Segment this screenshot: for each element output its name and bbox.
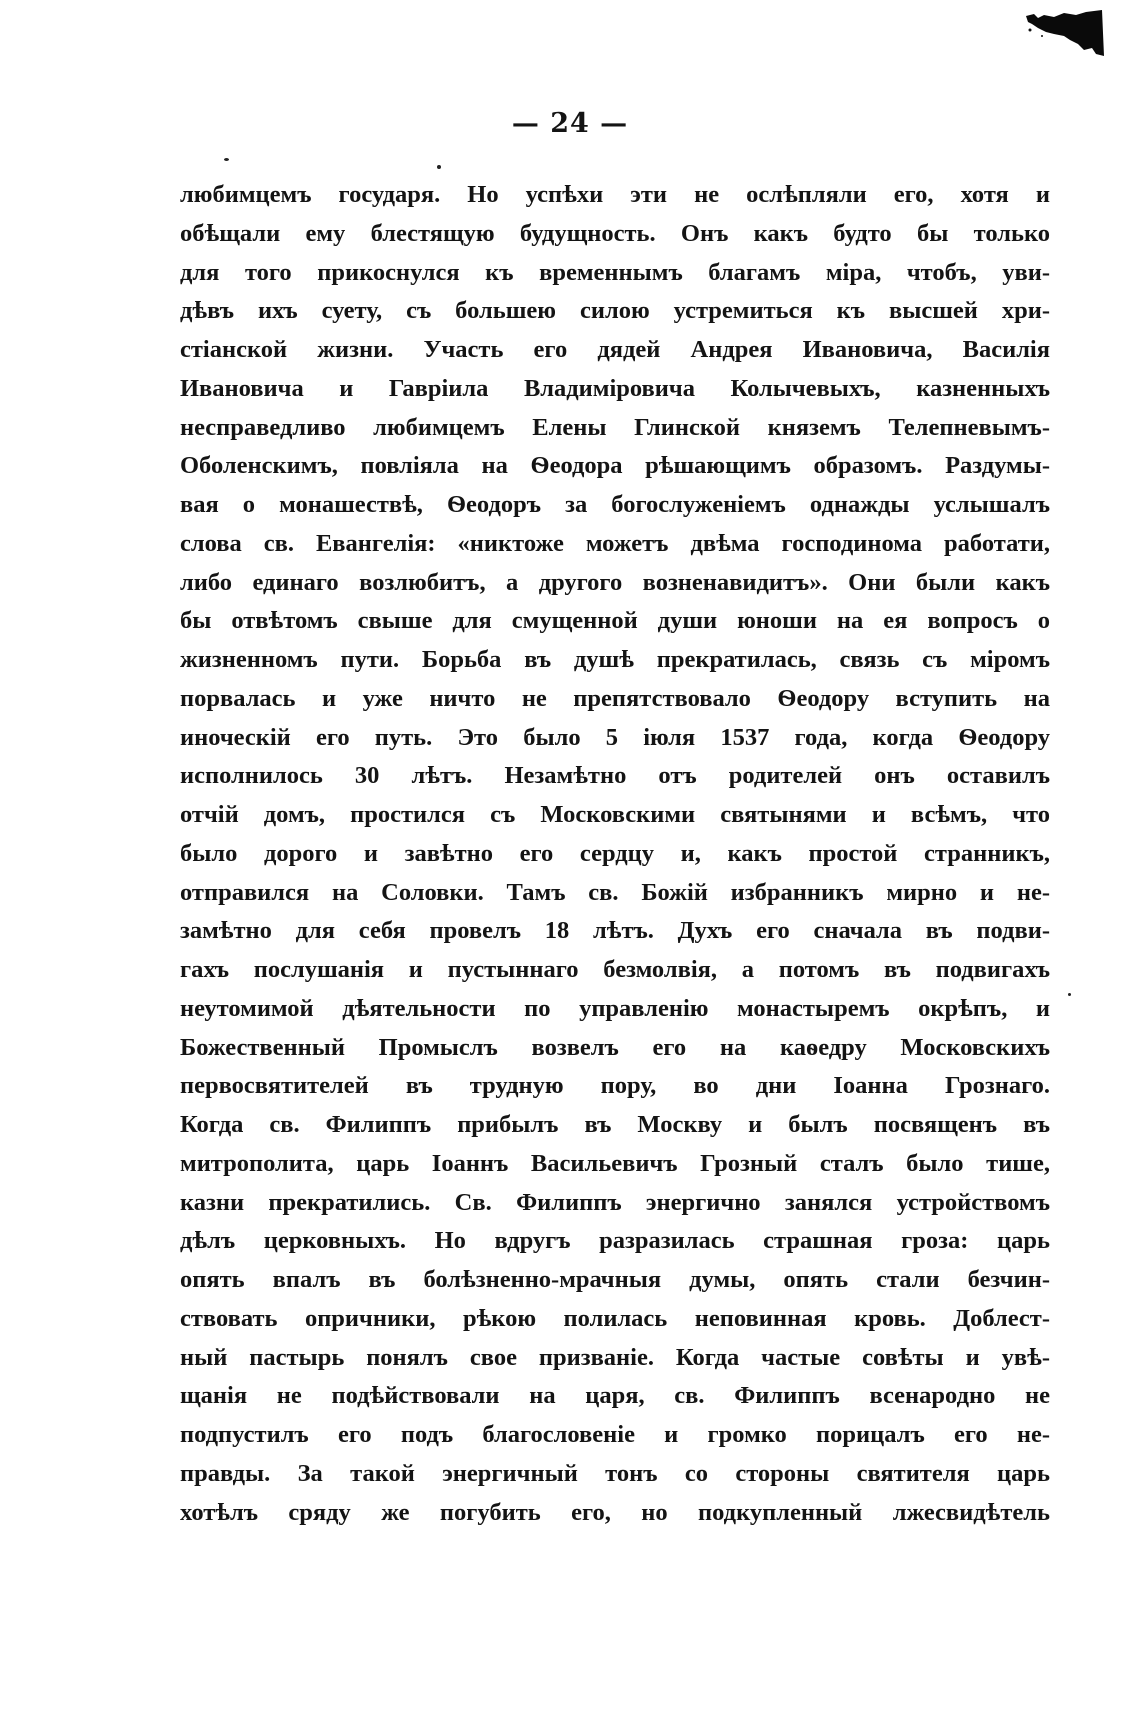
text-line: дѣвъ ихъ суету, съ большею силою устремиться къ высшей хри- [180, 297, 1050, 325]
text-line: первосвятителей въ трудную пору, во дни Іоанна Грознаго. [180, 1072, 1050, 1100]
text-line: митрополита, царь Іоаннъ Васильевичъ Грозный сталъ было тише, [180, 1149, 1050, 1177]
scan-blot-mark [1024, 10, 1104, 56]
text-line: либо единаго возлюбитъ, а другого возненавидитъ». Они были какъ [180, 568, 1050, 596]
text-line: Божественный Промыслъ возвелъ его на каѳедру Московскихъ [180, 1033, 1050, 1061]
text-line: исполнилось 30 лѣтъ. Незамѣтно отъ родителей онъ оставилъ [180, 762, 1050, 790]
text-line: казни прекратились. Св. Филиппъ энергично занялся устройствомъ [180, 1188, 1050, 1216]
body-text [180, 176, 1050, 1532]
ink-speck [1068, 993, 1071, 996]
ink-speck [437, 165, 441, 169]
text-line: жизненномъ пути. Борьба въ душѣ прекратилась, связь съ міромъ [180, 646, 1050, 673]
page-number: — 24 — [511, 108, 629, 139]
text-line: было дорого и завѣтно его сердцу и, какъ простой странникъ, [180, 839, 1050, 867]
text-line: дѣлъ церковныхъ. Но вдругъ разразилась страшная гроза: царь [180, 1227, 1050, 1255]
text-line: щанія не подѣйствовали на царя, св. Филиппъ всенародно не [180, 1382, 1050, 1410]
text-line: Когда св. Филиппъ прибылъ въ Москву и былъ посвященъ въ [180, 1111, 1050, 1138]
text-line: слова св. Евангелія: «никтоже можетъ двѣма господинома работати, [180, 529, 1050, 557]
text-line: отчій домъ, простился съ Московскими святынями и всѣмъ, что [180, 801, 1050, 828]
text-line: несправедливо любимцемъ Елены Глинской княземъ Телепневымъ- [180, 413, 1050, 441]
text-line: бы отвѣтомъ свыше для смущенной души юноши на ея вопросъ о [180, 607, 1050, 635]
text-line: порвалась и уже ничто не препятствовало Ѳеодору вступить на [180, 684, 1050, 712]
text-line: для того прикоснулся къ временнымъ благамъ міра, чтобъ, уви- [180, 258, 1050, 286]
text-line: ствовать опричники, рѣкою полилась неповинная кровь. Доблест- [180, 1304, 1050, 1332]
text-line: отправился на Соловки. Тамъ св. Божій избранникъ мирно и не- [180, 878, 1050, 906]
ink-speck [224, 158, 229, 161]
text-line: любимцемъ государя. Но успѣхи эти не ослѣпляли его, хотя и [180, 181, 1050, 208]
text-line: стіанской жизни. Участь его дядей Андрея Ивановича, Василія [180, 336, 1050, 363]
text-line: опять впалъ въ болѣзненно-мрачныя думы, опять стали безчин- [180, 1266, 1050, 1293]
text-line: Ивановича и Гавріила Владиміровича Колычевыхъ, казненныхъ [180, 374, 1050, 402]
text-line: гахъ послушанія и пустыннаго безмолвія, а потомъ въ подвигахъ [180, 956, 1050, 983]
text-line: правды. За такой энергичный тонъ со стороны святителя царь [180, 1459, 1050, 1487]
text-line: неутомимой дѣятельности по управленію монастыремъ окрѣпъ, и [180, 994, 1050, 1022]
text-line: замѣтно для себя провелъ 18 лѣтъ. Духъ его сначала въ подви- [180, 917, 1050, 945]
text-line: Оболенскимъ, повліяла на Ѳеодора рѣшающимъ образомъ. Раздумы- [180, 452, 1050, 480]
text-line: вая о монашествѣ, Ѳеодоръ за богослуженіемъ однажды услышалъ [180, 491, 1050, 518]
text-line: подпустилъ его подъ благословеніе и громко порицалъ его не- [180, 1421, 1050, 1448]
text-line: ный пастырь понялъ свое призваніе. Когда частые совѣты и увѣ- [180, 1343, 1050, 1371]
text-line: хотѣлъ сряду же погубить его, но подкупленный лжесвидѣтель [180, 1498, 1050, 1526]
text-line: иноческій его путь. Это было 5 іюля 1537 года, когда Ѳеодору [180, 723, 1050, 751]
text-line: обѣщали ему блестящую будущность. Онъ какъ будто бы только [180, 219, 1050, 247]
